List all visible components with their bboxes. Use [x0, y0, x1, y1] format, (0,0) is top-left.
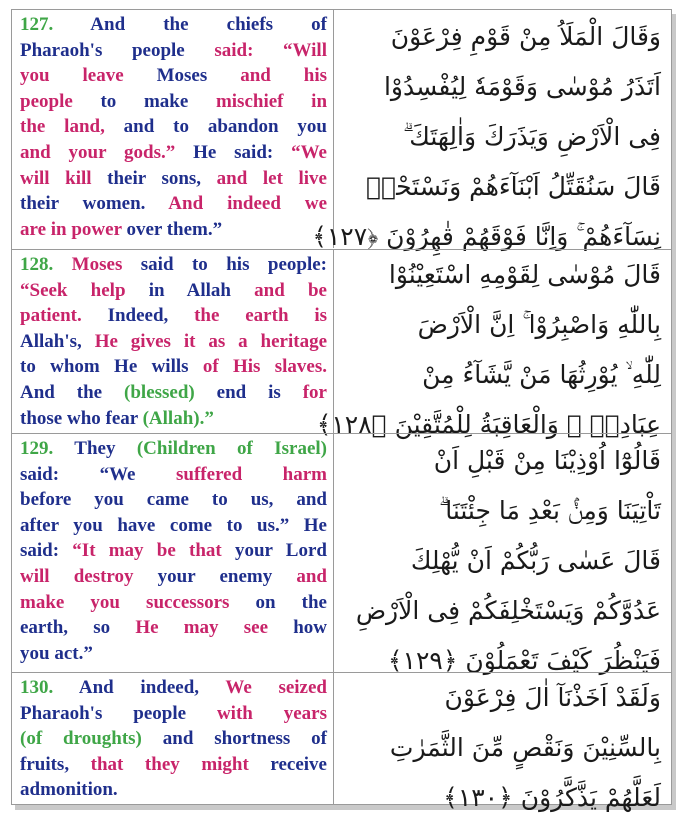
arabic-line	[345, 673, 661, 723]
english-text-segment: people	[20, 90, 101, 112]
arabic-text-segment: لَعَلَّهُمْ يَذَّكَّرُوْنَ ﴿١٣٠﴾	[443, 783, 661, 812]
english-text-segment: And the chiefs of	[53, 14, 327, 35]
arabic-text-cell	[316, 250, 671, 439]
english-text-segment: those who fear	[20, 407, 143, 429]
english-line	[20, 641, 327, 667]
english-text-segment: Moses	[53, 254, 141, 275]
english-text-segment: how	[293, 617, 327, 639]
arabic-line	[345, 62, 661, 112]
verse-number: 130.	[20, 677, 54, 698]
english-text-segment: Pharaoh's people	[20, 702, 217, 724]
english-text-segment: And the	[20, 381, 125, 403]
english-text-segment: before you came to us, and	[20, 489, 327, 511]
english-text-segment: fruits,	[20, 753, 91, 775]
arabic-text-segment: تَاْتِيَنَا وَمِنْۢ بَعْدِ مَا جِئْتَنَا ۗ	[438, 496, 661, 525]
english-text-segment: you leave	[20, 65, 157, 87]
arabic-text-segment: بِالسِّنِيْنَ وَنَقْصٍ مِّنَ الثَّمَرٰتِ	[389, 733, 661, 762]
verse-row-128	[12, 249, 671, 439]
english-translation-cell	[12, 673, 334, 805]
english-line	[20, 252, 327, 278]
arabic-line	[345, 12, 661, 62]
verse-number: 127.	[20, 14, 54, 35]
english-line	[20, 140, 327, 166]
english-line	[20, 63, 327, 89]
english-text-segment: receive	[270, 753, 327, 775]
english-text-segment: said:	[20, 540, 73, 562]
arabic-text-segment: عِبَادِهٖ ۗ وَالْعَاقِبَةُ لِلْمُتَّقِيْنَ ﴿١٢٨﴾	[316, 410, 661, 439]
arabic-line	[345, 300, 661, 350]
english-line	[20, 436, 327, 462]
verse-number: 129.	[20, 438, 54, 459]
arabic-text-segment: فَيَنْظُرَ كَيْفَ تَعْمَلُوْنَ ﴿١٢٩﴾	[387, 646, 661, 675]
english-text-segment: said to his people:	[140, 254, 327, 275]
english-text-segment: earth, so	[20, 617, 136, 639]
verse-number: 128.	[20, 254, 54, 275]
english-text-segment: He gives it as a heritage	[94, 330, 327, 352]
english-text-segment: with years	[216, 702, 327, 724]
english-text-segment: Indeed,	[107, 305, 195, 327]
arabic-text-segment: قَالَ سَنُقَتِّلُ اَبْنَآءَهُمْ وَنَسْتَحْيٖ	[366, 172, 661, 201]
english-text-segment: mischief in	[215, 90, 328, 112]
english-text-segment: (Children of Israel)	[136, 438, 327, 459]
english-line	[20, 777, 327, 803]
english-text-segment: And indeed,	[53, 677, 226, 698]
english-text-segment: and shortness of	[162, 728, 327, 750]
arabic-text-segment: اَتَذَرُ مُوْسٰى وَقَوْمَهٗ لِيُفْسِدُوْا	[383, 72, 661, 101]
arabic-line	[345, 112, 661, 162]
arabic-line	[345, 536, 661, 586]
english-text-segment: He may see	[135, 617, 294, 639]
english-line	[20, 701, 327, 727]
english-line	[20, 752, 327, 778]
english-text-segment: end is	[216, 381, 303, 403]
english-line	[20, 462, 327, 488]
english-line	[20, 675, 327, 701]
arabic-line	[345, 723, 661, 773]
english-text-segment: Pharaoh's people	[20, 39, 215, 61]
english-text-segment: “We	[291, 141, 327, 163]
verses-table	[11, 9, 672, 812]
english-text-segment: in Allah	[148, 279, 255, 301]
english-text-segment: and let live	[216, 167, 327, 189]
english-text-segment: and his	[240, 65, 327, 87]
english-line	[20, 191, 327, 217]
arabic-text-cell	[335, 673, 671, 812]
english-text-segment: your Lord	[234, 540, 327, 562]
arabic-line	[345, 250, 661, 300]
english-line	[20, 38, 327, 64]
english-text-segment: We seized	[225, 677, 327, 698]
arabic-line	[345, 436, 661, 486]
english-text-segment: the earth is	[194, 305, 328, 327]
english-translation-cell	[12, 434, 334, 672]
arabic-line	[345, 162, 661, 212]
english-text-segment: suffered harm	[176, 463, 328, 485]
english-line	[20, 590, 327, 616]
english-text-segment: patient.	[20, 305, 108, 327]
english-text-segment: the land,	[20, 116, 124, 138]
english-text-segment: their sons,	[107, 167, 217, 189]
arabic-text-cell	[312, 10, 671, 251]
english-text-segment: (Allah).”	[142, 407, 214, 429]
arabic-text-segment: بِاللّٰهِ وَاصْبِرُوْا ۚ اِنَّ الْاَرْضَ	[417, 310, 661, 339]
verse-row-130	[12, 672, 671, 812]
english-text-segment: “Seek help	[20, 279, 149, 301]
arabic-text-segment: وَقَالَ الْمَلَاُ مِنْ قَوْمِ فِرْعَوْنَ	[390, 22, 661, 51]
english-text-segment: your enemy	[157, 565, 297, 587]
english-text-segment: Allah's,	[20, 330, 95, 352]
english-line	[20, 538, 327, 564]
english-text-segment: “It may be that	[72, 540, 235, 562]
english-text-segment: said: “We	[20, 463, 177, 485]
english-text-segment: and your gods.”	[20, 141, 194, 163]
english-text-segment: make you successors	[20, 591, 256, 613]
english-text-segment: their women.	[20, 193, 169, 215]
arabic-text-segment: قَالُوْٓا اُوْذِيْنَا مِنْ قَبْلِ اَنْ	[433, 446, 661, 475]
english-text-segment: to whom He wills	[20, 356, 203, 378]
english-line	[20, 487, 327, 513]
english-text-segment: He said:	[193, 141, 292, 163]
english-text-segment: said:	[214, 39, 283, 61]
english-text-segment: to make	[100, 90, 216, 112]
english-text-segment: and	[296, 565, 327, 587]
english-text-segment: He	[303, 514, 327, 536]
arabic-text-segment: قَالَ عَسٰى رَبُّكُمْ اَنْ يُّهْلِكَ	[410, 546, 661, 575]
english-line	[20, 303, 327, 329]
arabic-line	[345, 350, 661, 400]
english-text-segment: will kill	[20, 167, 108, 189]
english-text-segment: over them.”	[126, 218, 223, 240]
arabic-text-segment: نِسَآءَهُمْ ۚ وَاِنَّا فَوْقَهُمْ قٰهِرُوْنَ ﴿١٢٧﴾	[312, 222, 661, 251]
english-text-segment: for	[302, 381, 327, 403]
english-text-segment: Moses	[156, 65, 241, 87]
english-line	[20, 12, 327, 38]
english-line	[20, 513, 327, 539]
english-line	[20, 278, 327, 304]
english-translation-cell	[12, 10, 334, 248]
arabic-line	[345, 586, 661, 636]
english-text-segment: that they might	[90, 753, 271, 775]
english-line	[20, 726, 327, 752]
arabic-line	[345, 486, 661, 536]
english-line	[20, 89, 327, 115]
english-line	[20, 380, 327, 406]
arabic-text-segment: قَالَ مُوْسٰى لِقَوْمِهِ اسْتَعِيْنُوْا	[388, 260, 661, 289]
english-text-segment: of His slaves.	[202, 356, 328, 378]
english-text-segment: and be	[254, 279, 327, 301]
english-line	[20, 406, 327, 432]
english-text-segment: admonition.	[20, 779, 118, 801]
english-text-segment: are in power	[20, 218, 127, 240]
english-line	[20, 329, 327, 355]
english-line	[20, 564, 327, 590]
english-text-segment: after you have come to us.”	[20, 514, 304, 536]
english-text-segment: and to abandon you	[123, 116, 327, 138]
arabic-text-cell	[335, 434, 671, 675]
english-text-segment: “Will	[283, 39, 327, 61]
arabic-text-segment: فِى الْاَرْضِ وَيَذَرَكَ وَاٰلِهَتَكَ ۗ	[403, 122, 661, 151]
english-line	[20, 217, 327, 243]
english-line	[20, 615, 327, 641]
english-text-segment: will destroy	[20, 565, 158, 587]
verse-row-127	[12, 10, 671, 251]
english-text-segment: (blessed)	[124, 381, 217, 403]
verse-row-129	[12, 433, 671, 675]
english-text-segment: you act.”	[20, 642, 93, 664]
english-text-segment: (of droughts)	[20, 728, 163, 750]
english-line	[20, 114, 327, 140]
arabic-text-segment: لِلّٰهِ ۙ يُوْرِثُهَا مَنْ يَّشَآءُ مِنْ	[422, 360, 661, 389]
english-text-segment: And indeed we	[168, 193, 327, 215]
english-translation-cell	[12, 250, 334, 433]
arabic-text-segment: عَدُوَّكُمْ وَيَسْتَخْلِفَكُمْ فِى الْاَرْضِ	[355, 596, 661, 625]
english-text-segment: on the	[255, 591, 327, 613]
arabic-text-segment: وَلَقَدْ اَخَذْنَآ اٰلَ فِرْعَوْنَ	[444, 683, 661, 712]
english-line	[20, 166, 327, 192]
english-line	[20, 354, 327, 380]
english-text-segment: They	[53, 438, 137, 459]
